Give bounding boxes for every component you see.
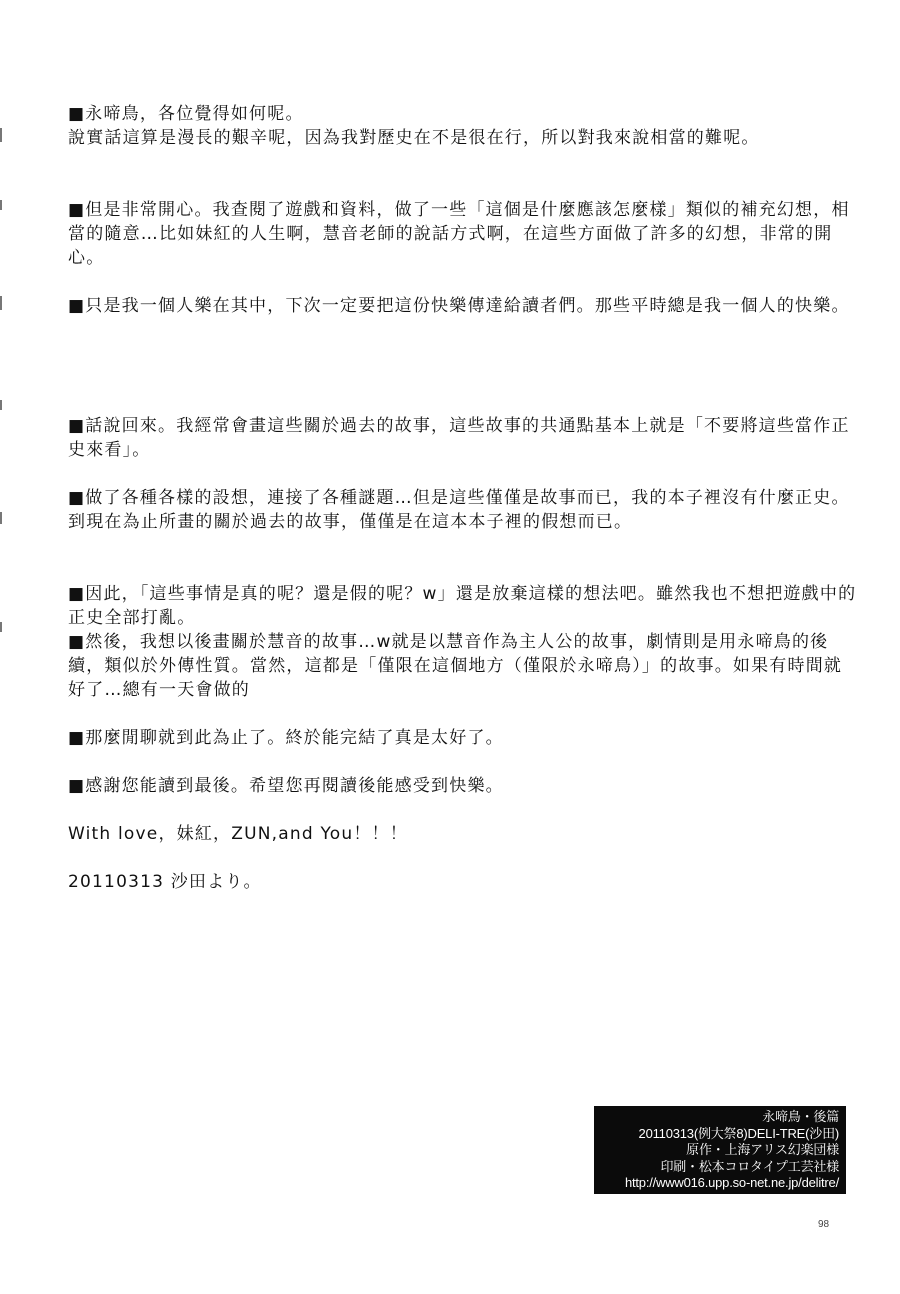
scan-mark (0, 400, 2, 410)
signature-line: 20110313 沙田より。 (68, 872, 262, 892)
scan-mark (0, 200, 2, 210)
afterword-paragraph-6: ■因此，「這些事情是真的呢？還是假的呢？w」還是放棄這樣的想法吧。雖然我也不想把遊戲中的正史全部打亂。 ■然後，我想以後畫關於慧音的故事…w就是以慧音作為主人公的故事，劇情則是用永啼鳥的後續，類似於外傳性質。當然，這都是「僅限在這個地方（僅限於永啼鳥）」的故事。如果有時間就好了…總有一天會做的 (68, 584, 857, 700)
colophon-title: 永啼鳥・後篇 (762, 1109, 839, 1124)
page-number: 98 (818, 1219, 830, 1230)
afterword-paragraph-1: ■永啼鳥，各位覺得如何呢。 說實話這算是漫長的艱辛呢，因為我對歷史在不是很在行，所以對我來說相當的難呢。 (68, 104, 760, 148)
afterword-paragraph-3: ■只是我一個人樂在其中，下次一定要把這份快樂傳達給讀者們。那些平時總是我一個人的快樂。 (68, 296, 850, 316)
scan-mark (0, 128, 2, 142)
afterword-paragraph-8: ■感謝您能讀到最後。希望您再閱讀後能感受到快樂。 (68, 776, 504, 796)
with-love-line: With love，妹紅，ZUN,and You！！！ (68, 824, 408, 844)
colophon-printer: 印刷・松本コロタイプ工芸社様 (660, 1158, 839, 1174)
afterword-paragraph-4: ■話說回來。我經常會畫這些關於過去的故事，這些故事的共通點基本上就是「不要將這些當作正史來看」。 (68, 416, 850, 460)
colophon-original: 原作・上海アリス幻楽団様 (686, 1142, 839, 1157)
scan-mark (0, 622, 2, 632)
colophon-box (594, 1106, 846, 1194)
colophon-url: http://www016.upp.so-net.ne.jp/delitre/ (624, 1175, 839, 1190)
afterword-paragraph-5: ■做了各種各樣的設想，連接了各種謎題…但是這些僅僅是故事而已，我的本子裡沒有什麼正史。到現在為止所畫的關於過去的故事，僅僅是在這本本子裡的假想而已。 (68, 488, 850, 532)
scan-mark (0, 296, 2, 310)
colophon-event: 20110313(例大祭8)DELI-TRE(沙田) (638, 1125, 839, 1141)
scan-mark (0, 512, 2, 524)
afterword-paragraph-7: ■那麼閒聊就到此為止了。終於能完結了真是太好了。 (68, 728, 504, 748)
afterword-paragraph-2: ■但是非常開心。我查閱了遊戲和資料，做了一些「這個是什麼應該怎麼樣」類似的補充幻想，相當的隨意…比如妹紅的人生啊，慧音老師的說話方式啊，在這些方面做了許多的幻想，非常的開心。 (68, 200, 850, 268)
